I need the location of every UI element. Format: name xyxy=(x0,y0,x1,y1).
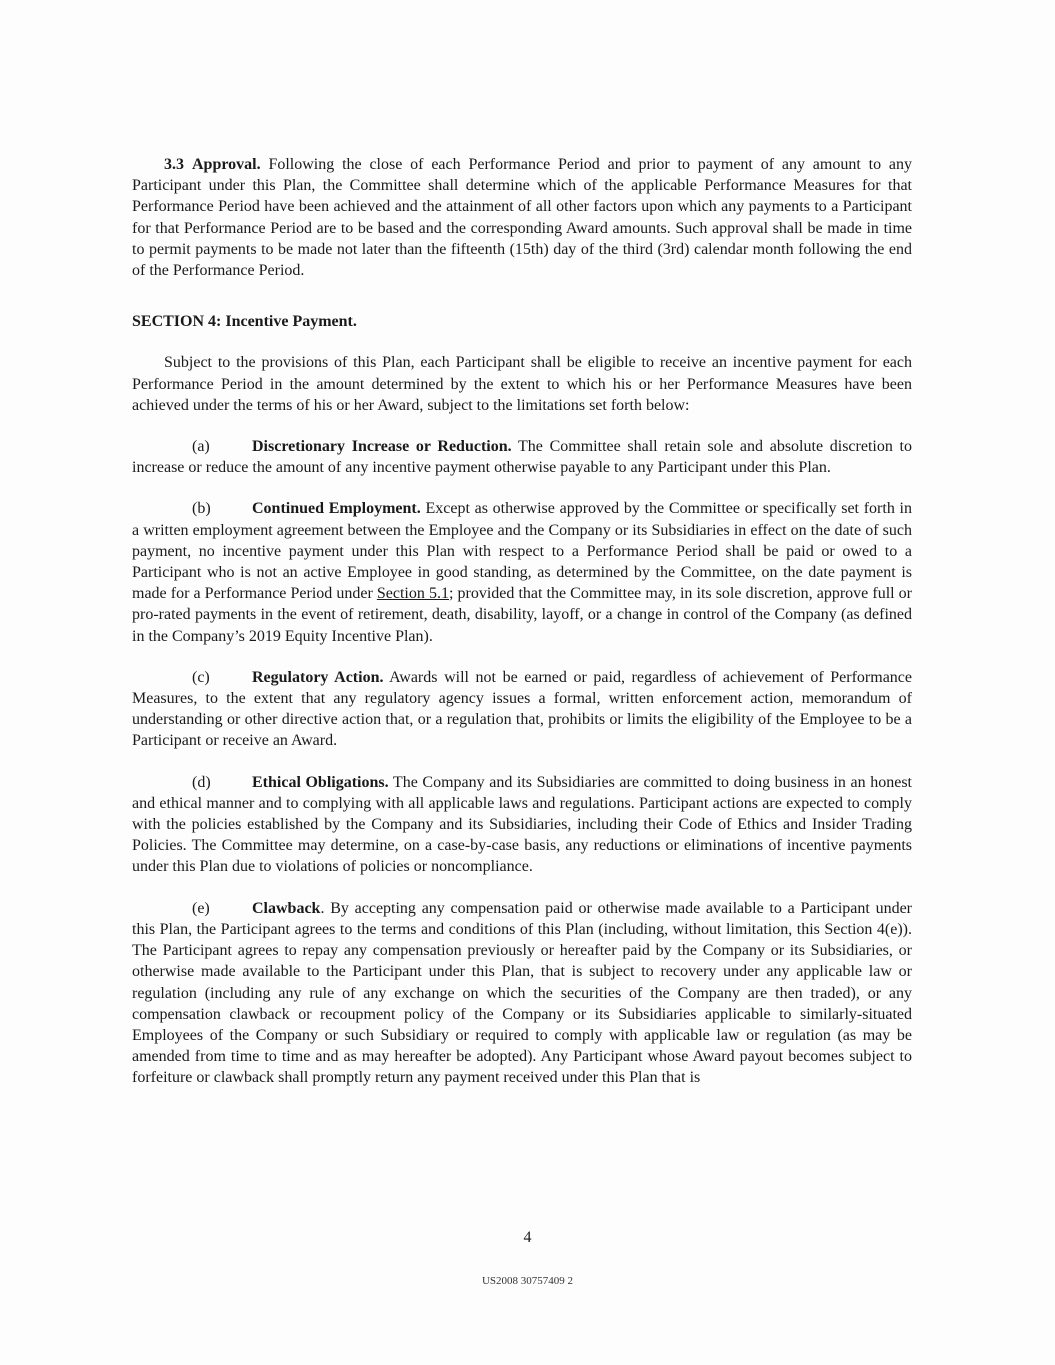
section-3-3-paragraph xyxy=(132,154,912,281)
clause-d-paragraph xyxy=(132,772,912,878)
clause-c-label: (c) xyxy=(192,668,210,686)
clause-a-paragraph xyxy=(132,436,912,478)
clause-e-label: (e) xyxy=(192,899,210,917)
section-3-3-number: 3.3 xyxy=(164,156,184,173)
document-id: US2008 30757409 2 xyxy=(481,1275,574,1287)
section-3-3-title: Approval. xyxy=(192,156,261,173)
section-4-heading: SECTION 4: Incentive Payment. xyxy=(132,313,357,331)
clause-b-text-2: ; provided that the Committee may, in its sole discretion, approve full or pro-rated payments in the event of retirement, death, disability, layoff, or a change in control of the Company (as defined in the Company’s 2019 Equity Incentive Plan). xyxy=(132,585,913,645)
section-4-intro: Subject to the provisions of this Plan, each Participant shall be eligible to receive an incentive payment for each Performance Period in the amount determined by the extent to which his or her Performance Measures have been achieved under the terms of his or her Award, subject to the limitations set forth below: xyxy=(132,354,912,414)
clause-d-label: (d) xyxy=(192,773,211,791)
section-3-3-text: Following the close of each Performance Period and prior to payment of any amount to any Participant under this Plan, the Committee shall determine which of the applicable Performance Measures for that Performance Period have been achieved and the attainment of all other factors upon which any payments to a Participant for that Performance Period are to be based and the corresponding Award amounts. Such approval shall be made in time to permit payments to be made not later than the fifteenth (15th) day of the third (3rd) calendar month following the end of the Performance Period. xyxy=(132,156,912,280)
clause-d-text: The Company and its Subsidiaries are committed to doing business in an honest and ethical manner and to complying with all applicable laws and regulations. Participant actions are expected to comply with the policies established by the Company and its Subsidiaries, including their Code of Ethics and Insider Trading Policies. The Committee may determine, on a case-by-case basis, any reductions or eliminations of incentive payments under this Plan due to violations of policies or noncompliance. xyxy=(132,773,912,876)
clause-a-label: (a) xyxy=(192,438,210,456)
section-5-1-link[interactable]: Section 5.1 xyxy=(376,585,449,603)
clause-a-text: The Committee shall retain sole and absolute discretion to increase or reduce the amount of any incentive payment otherwise payable to any Participant under this Plan. xyxy=(132,438,912,477)
clause-c-text: Awards will not be earned or paid, regardless of achievement of Performance Measures, to the extent that any regulatory agency issues a formal, written enforcement action, memorandum of understanding or other directive action that, or a regulation that, prohibits or limits the eligibility of the Employee to be a Participant or receive an Award. xyxy=(132,668,913,750)
clause-e-title: Clawback xyxy=(252,899,321,917)
clause-b-text-1: Except as otherwise approved by the Committee or specifically set forth in a written employment agreement between the Employee and the Company or its Subsidiaries in effect on the date of such payment, no incentive payment under this Plan with respect to a Performance Period shall be paid or owed to a Participant who is not an active Employee in good standing, as determined by the Committee, on the date payment is made for a Performance Period under xyxy=(132,500,912,603)
clause-b-label: (b) xyxy=(192,500,211,518)
clause-c-paragraph xyxy=(132,667,912,752)
clause-b-paragraph xyxy=(132,498,912,646)
clause-b-title: Continued Employment. xyxy=(252,500,421,518)
document-body xyxy=(132,154,912,1089)
clause-d-title: Ethical Obligations. xyxy=(252,773,389,791)
clause-e-paragraph xyxy=(132,898,912,1089)
clause-e-text: . By accepting any compensation paid or otherwise made available to a Participant under this Plan, the Participant agrees to the terms and conditions of this Plan (including, without limitation, this Section 4(e)). The Participant agrees to repay any compensation previously or hereafter paid by the Company or its Subsidiaries, or otherwise made available to the Participant under this Plan, that is subject to recovery under any applicable law or regulation (including any rule of any exchange on which the securities of the Company are then traded), or any compensation clawback or recoupment policy of the Company or its Subsidiaries applicable to similarly-situated Employees of the Company or such Subsidiary or required to comply with applicable law or regulation (as may be amended from time to time and as may hereafter be adopted). Any Participant whose Award payout becomes subject to forfeiture or clawback shall promptly return any payment received under this Plan that is xyxy=(132,899,912,1087)
clause-c-title: Regulatory Action. xyxy=(252,668,384,686)
clause-a-title: Discretionary Increase or Reduction. xyxy=(252,438,512,456)
page-number: 4 xyxy=(523,1229,532,1246)
